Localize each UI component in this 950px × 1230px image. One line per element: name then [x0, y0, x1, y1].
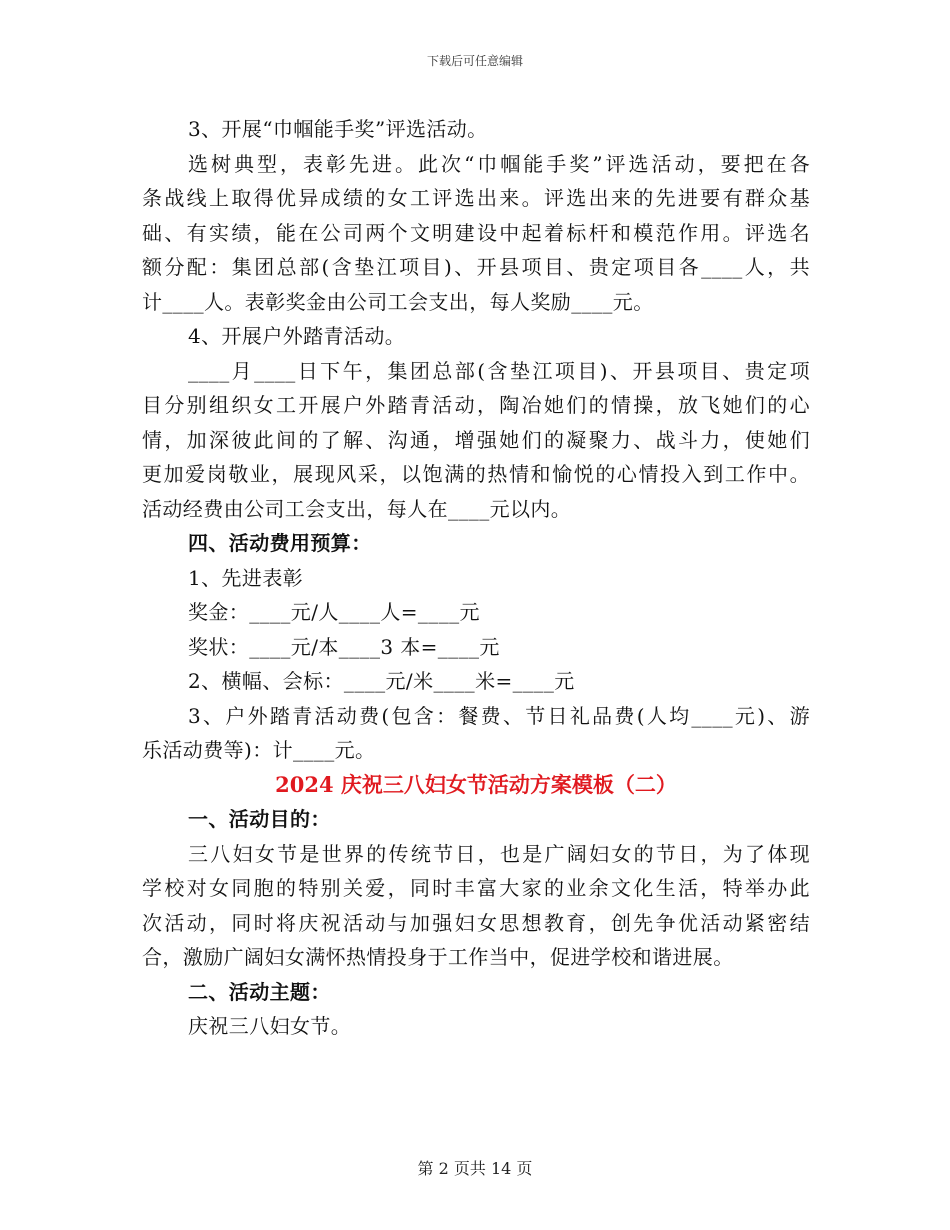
paragraph-line: 庆祝三八妇女节。 — [188, 1014, 352, 1038]
paragraph-line: ____月____日下午，集团总部(含垫江项目)、开县项目、贵定项 — [188, 358, 810, 383]
page-footer: 第 2 页共 14 页 — [417, 1159, 533, 1178]
section-heading-budget: 四、活动费用预算： — [188, 531, 372, 555]
section-heading-purpose: 一、活动目的： — [188, 807, 331, 831]
list-item-4: 4、开展户外踏青活动。 — [188, 324, 406, 348]
paragraph-line: 目分别组织女工开展户外踏青活动，陶冶她们的情操，放飞她们的心 — [142, 393, 810, 417]
page-header: 下载后可任意编辑 — [426, 54, 523, 68]
budget-line-outing: 3、户外踏青活动费(包含：餐费、节日礼品费(人均____元)、游 — [188, 703, 810, 728]
paragraph-line: 活动经费由公司工会支出，每人在____元以内。 — [142, 496, 572, 521]
document-title: 2024 庆祝三八妇女节活动方案模板（二） — [275, 771, 677, 797]
paragraph-line: 次活动，同时将庆祝活动与加强妇女思想教育，创先争优活动紧密结 — [142, 910, 810, 935]
paragraph-line: 条战线上取得优异成绩的女工评选出来。评选出来的先进要有群众基 — [142, 186, 810, 210]
paragraph-line: 合，激励广阔妇女满怀热情投身于工作当中，促进学校和谐进展。 — [142, 945, 734, 969]
section-heading-theme: 二、活动主题： — [188, 979, 331, 1004]
paragraph-line: 计____人。表彰奖金由公司工会支出，每人奖励____元。 — [142, 289, 654, 314]
document-body — [142, 112, 810, 1044]
paragraph-line: 乐活动费等)：计____元。 — [142, 738, 376, 762]
budget-line-certificate: 奖状：____元/本____3 本=____元 — [188, 634, 500, 659]
paragraph-line: 三八妇女节是世界的传统节日，也是广阔妇女的节日，为了体现 — [188, 841, 810, 866]
list-item-1: 1、先进表彰 — [188, 565, 304, 590]
paragraph-line: 学校对女同胞的特别关爱，同时丰富大家的业余文化生活，特举办此 — [142, 876, 810, 900]
list-item-3: 3、开展“巾帼能手奖”评选活动。 — [188, 117, 488, 141]
budget-line-banner: 2、横幅、会标：____元/米____米=____元 — [188, 669, 575, 693]
paragraph-line: 更加爱岗敬业，展现风采，以饱满的热情和愉悦的心情投入到工作中。 — [142, 462, 810, 486]
paragraph-line: 选树典型，表彰先进。此次“巾帼能手奖”评选活动，要把在各 — [188, 151, 810, 176]
paragraph-line: 情，加深彼此间的了解、沟通，增强她们的凝聚力、战斗力，使她们 — [142, 427, 810, 452]
paragraph-line: 础、有实绩，能在公司两个文明建设中起着标杆和模范作用。评选名 — [142, 220, 810, 245]
paragraph-line: 额分配：集团总部(含垫江项目)、开县项目、贵定项目各____人，共 — [142, 255, 810, 279]
budget-line-bonus: 奖金：____元/人____人=____元 — [188, 600, 480, 624]
